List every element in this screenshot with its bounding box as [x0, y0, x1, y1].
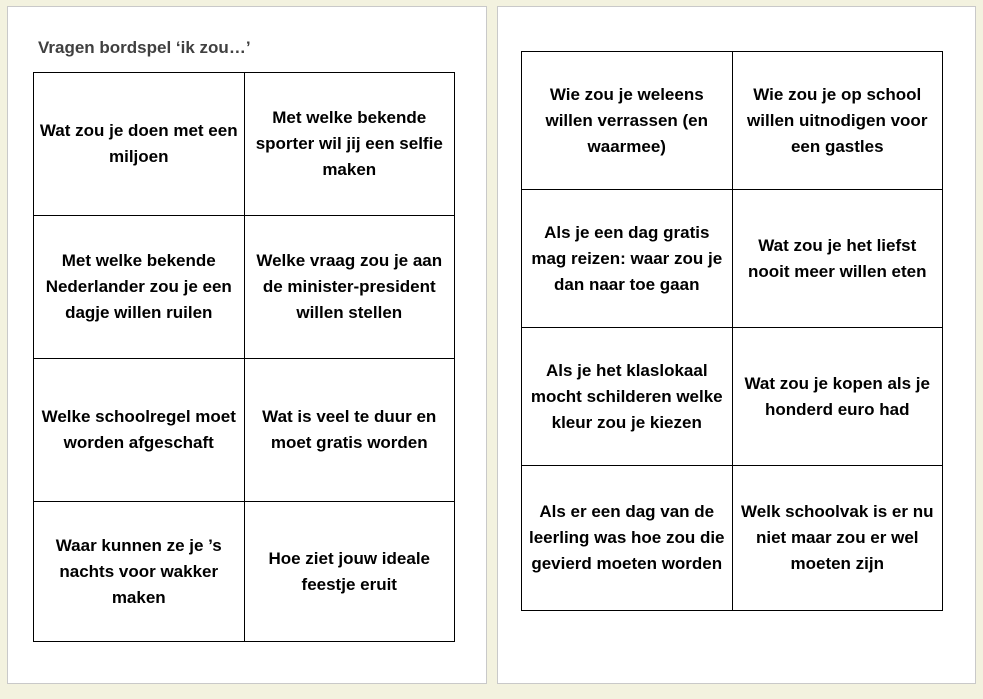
question-card: Met welke bekende sporter wil jij een selfie maken	[244, 73, 455, 216]
card-row	[522, 328, 943, 466]
question-card: Als er een dag van de leerling was hoe zou die gevierd moeten worden	[522, 466, 733, 611]
card-row	[34, 73, 455, 216]
question-card-table	[521, 51, 943, 611]
question-card: Hoe ziet jouw ideale feestje eruit	[244, 502, 455, 642]
card-row	[522, 190, 943, 328]
document-title: Vragen bordspel ‘ik zou…’	[38, 38, 251, 57]
card-row	[522, 52, 943, 190]
question-card-table	[33, 72, 455, 642]
document-page-right	[497, 6, 976, 684]
card-row	[34, 216, 455, 359]
question-card: Welke vraag zou je aan de minister-president willen stellen	[244, 216, 455, 359]
question-card: Welk schoolvak is er nu niet maar zou er wel moeten zijn	[732, 466, 943, 611]
question-card: Wat zou je het liefst nooit meer willen eten	[732, 190, 943, 328]
card-row	[34, 359, 455, 502]
question-card: Wie zou je op school willen uitnodigen voor een gastles	[732, 52, 943, 190]
card-row	[522, 466, 943, 611]
card-row	[34, 502, 455, 642]
question-card: Als je het klaslokaal mocht schilderen welke kleur zou je kiezen	[522, 328, 733, 466]
question-card: Wat zou je doen met een miljoen	[34, 73, 245, 216]
question-card: Wat zou je kopen als je honderd euro had	[732, 328, 943, 466]
question-card: Wie zou je weleens willen verrassen (en waarmee)	[522, 52, 733, 190]
document-page-left	[7, 6, 487, 684]
question-card: Waar kunnen ze je ’s nachts voor wakker maken	[34, 502, 245, 642]
question-card: Wat is veel te duur en moet gratis worden	[244, 359, 455, 502]
question-card: Welke schoolregel moet worden afgeschaft	[34, 359, 245, 502]
question-card: Met welke bekende Nederlander zou je een dagje willen ruilen	[34, 216, 245, 359]
question-card: Als je een dag gratis mag reizen: waar zou je dan naar toe gaan	[522, 190, 733, 328]
